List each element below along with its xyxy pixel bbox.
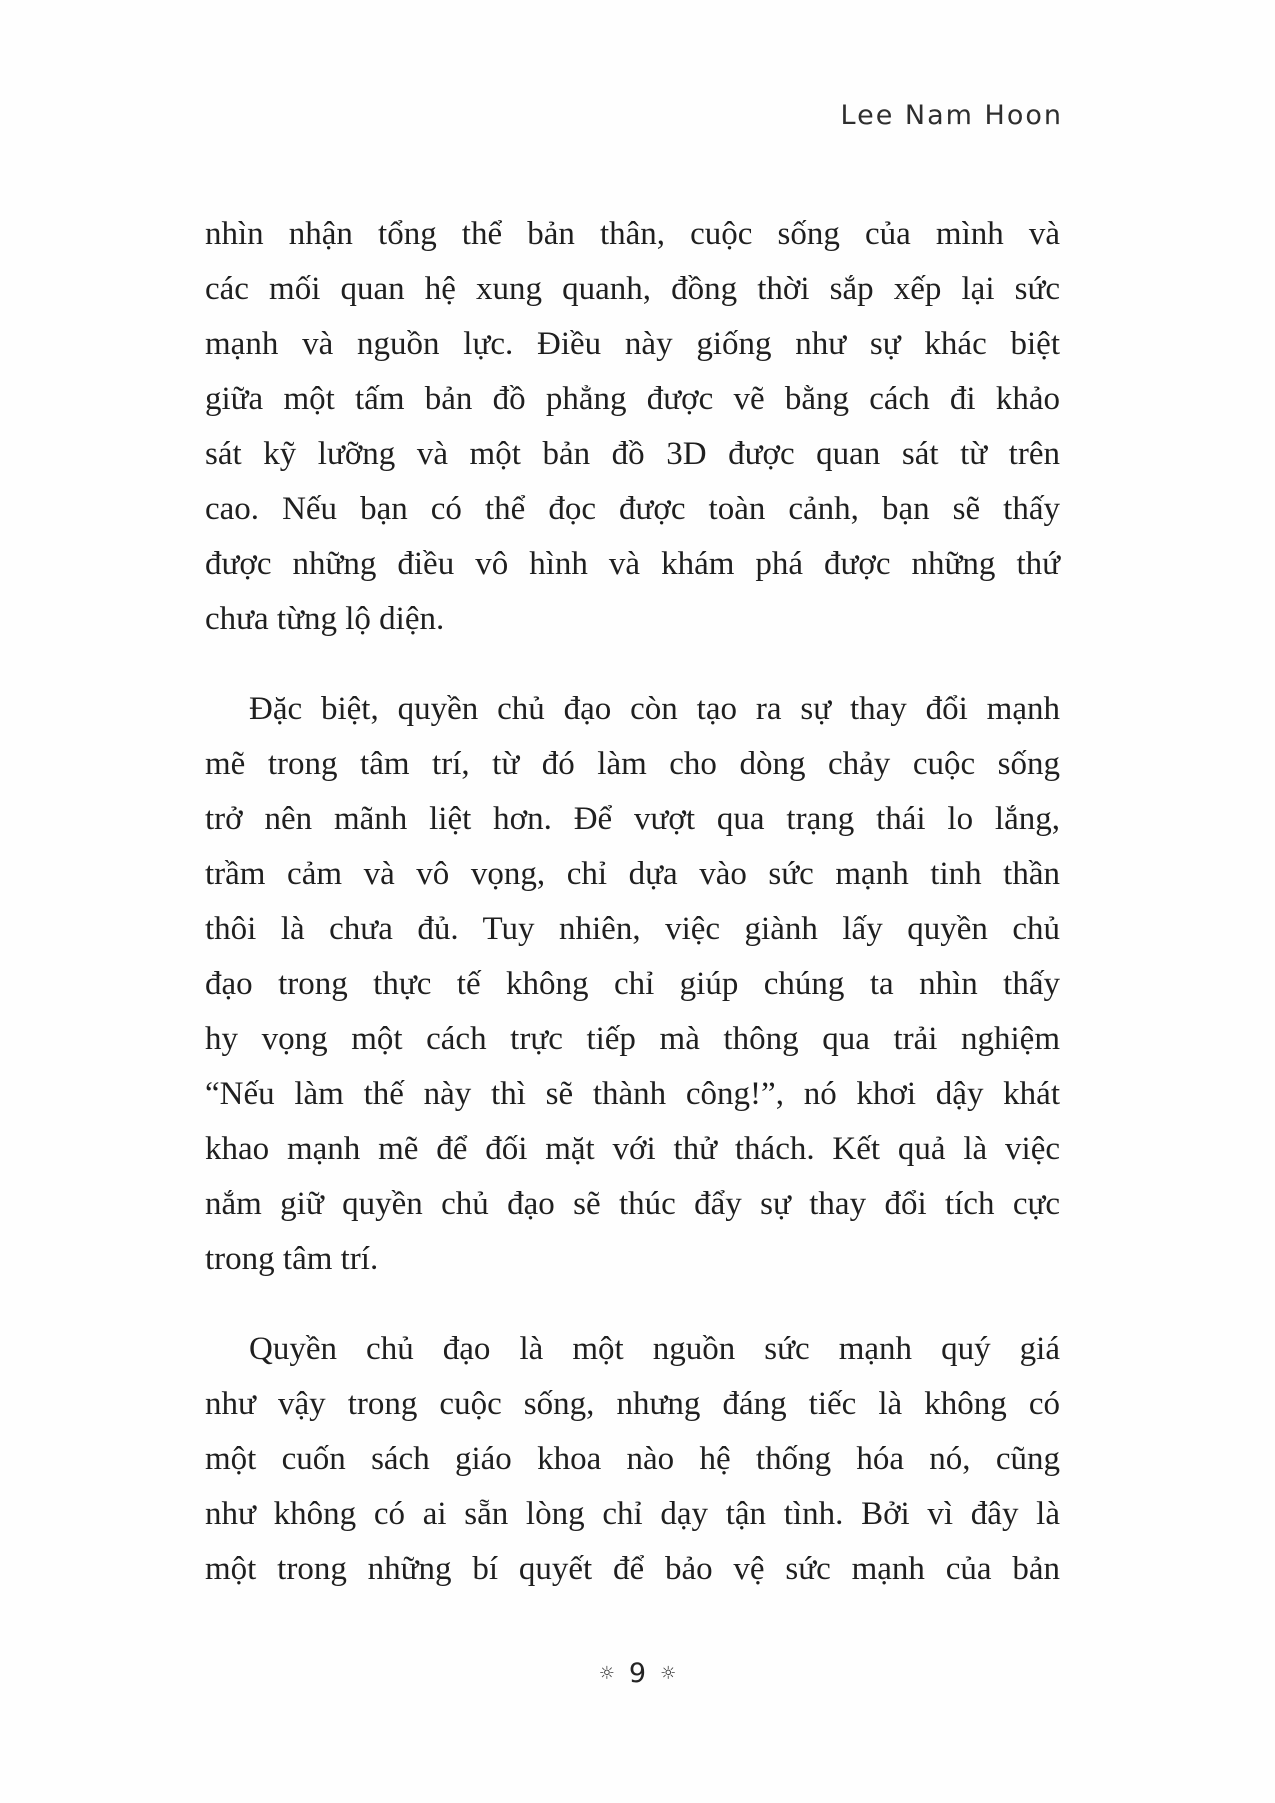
- text-line: Đặc biệt, quyền chủ đạo còn tạo ra sự thay đổi mạnh: [249, 691, 1060, 727]
- sun-ornament-icon: ☼: [598, 1662, 615, 1684]
- text-line: mẽ trong tâm trí, từ đó làm cho dòng chảy cuộc sống: [205, 746, 1060, 782]
- body-text: [205, 207, 1060, 1597]
- author-name: Lee Nam Hoon: [840, 100, 1063, 131]
- text-line: trong tâm trí.: [205, 1241, 379, 1277]
- text-line: khao mạnh mẽ để đối mặt với thử thách. Kết quả là việc: [205, 1131, 1060, 1167]
- text-line: một cuốn sách giáo khoa nào hệ thống hóa nó, cũng: [205, 1441, 1060, 1477]
- text-line: chưa từng lộ diện.: [205, 601, 445, 637]
- paragraph-3: [205, 1322, 1060, 1597]
- text-line: mạnh và nguồn lực. Điều này giống như sự khác biệt: [205, 326, 1060, 362]
- text-line: trở nên mãnh liệt hơn. Để vượt qua trạng thái lo lắng,: [205, 801, 1060, 837]
- text-line: nắm giữ quyền chủ đạo sẽ thúc đẩy sự thay đổi tích cực: [205, 1186, 1060, 1222]
- text-line: hy vọng một cách trực tiếp mà thông qua trải nghiệm: [205, 1021, 1060, 1057]
- text-line: như vậy trong cuộc sống, nhưng đáng tiếc là không có: [205, 1386, 1060, 1422]
- sun-ornament-icon: ☼: [660, 1662, 677, 1684]
- text-line: các mối quan hệ xung quanh, đồng thời sắp xếp lại sức: [205, 271, 1060, 307]
- text-line: như không có ai sẵn lòng chỉ dạy tận tình. Bởi vì đây là: [205, 1496, 1060, 1532]
- text-line: Quyền chủ đạo là một nguồn sức mạnh quý giá: [249, 1331, 1060, 1367]
- page-footer: [0, 1660, 1275, 1687]
- text-line: sát kỹ lưỡng và một bản đồ 3D được quan sát từ trên: [205, 436, 1060, 472]
- page-number: 9: [628, 1658, 647, 1689]
- text-line: giữa một tấm bản đồ phẳng được vẽ bằng cách đi khảo: [205, 381, 1060, 417]
- text-line: cao. Nếu bạn có thể đọc được toàn cảnh, bạn sẽ thấy: [205, 491, 1060, 527]
- paragraph-2: [205, 682, 1060, 1287]
- text-line: một trong những bí quyết để bảo vệ sức mạnh của bản: [205, 1551, 1060, 1587]
- text-line: trầm cảm và vô vọng, chỉ dựa vào sức mạnh tinh thần: [205, 856, 1060, 892]
- text-line: được những điều vô hình và khám phá được những thứ: [205, 546, 1060, 582]
- page-header: [841, 100, 1063, 131]
- text-line: đạo trong thực tế không chỉ giúp chúng ta nhìn thấy: [205, 966, 1060, 1002]
- text-line: “Nếu làm thế này thì sẽ thành công!”, nó khơi dậy khát: [205, 1076, 1060, 1112]
- text-line: thôi là chưa đủ. Tuy nhiên, việc giành lấy quyền chủ: [205, 911, 1060, 947]
- text-line: nhìn nhận tổng thể bản thân, cuộc sống của mình và: [205, 216, 1060, 252]
- paragraph-1: [205, 207, 1060, 647]
